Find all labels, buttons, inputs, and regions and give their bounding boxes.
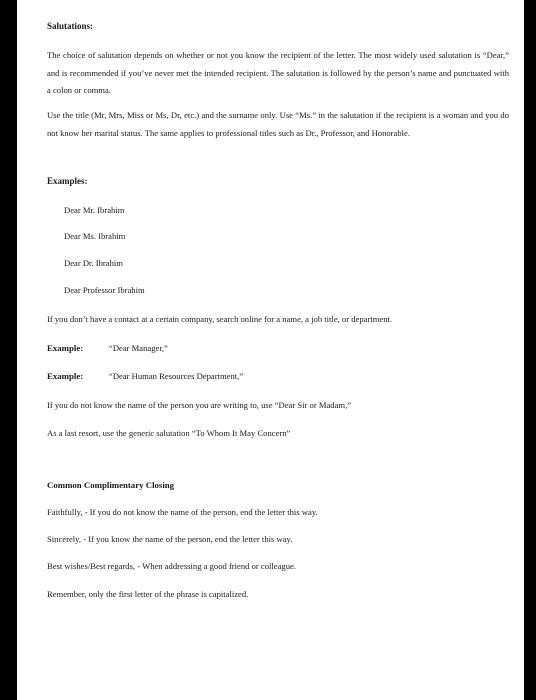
- example-item: Dear Mr. Ibrahim: [64, 205, 125, 215]
- closing-item: Best wishes/Best regards, - When addressing a good friend or colleague.: [47, 561, 296, 571]
- example-value: “Dear Manager,”: [109, 343, 168, 353]
- document-page: [17, 0, 524, 700]
- example-item: Dear Ms. Ibrahim: [64, 231, 126, 241]
- last-resort-text: As a last resort, use the generic salutation “To Whom It May Concern”: [47, 428, 291, 438]
- example-item: Dear Dr. Ibrahim: [64, 258, 123, 268]
- no-contact-text: If you don’t have a contact at a certain company, search online for a name, a job title, or department.: [47, 314, 393, 324]
- closing-item: Sincerely, - If you know the name of the person, end the letter this way.: [47, 534, 293, 544]
- unknown-name-text: If you do not know the name of the person you are writing to, use “Dear Sir or Madam,”: [47, 400, 352, 410]
- salutations-heading: Salutations:: [47, 21, 94, 31]
- paragraph-title-usage: Use the title (Mr, Mrs, Miss or Ms, Dr, etc.) and the surname only. Use “Ms.” in the salutation if the recipient is a woman and you do not know her marital status. The same applies to professional titles such as Dr., Professor, and Honorable.: [47, 110, 509, 138]
- example-value: “Dear Human Resources Department,”: [109, 371, 244, 381]
- closing-heading: Common Complimentary Closing: [47, 480, 175, 490]
- right-border: [524, 0, 536, 700]
- example-item: Dear Professor Ibrahim: [64, 285, 145, 295]
- example-label: Example:: [47, 343, 84, 353]
- left-border: [0, 0, 17, 700]
- paragraph-salutation-choice: The choice of salutation depends on whether or not you know the recipient of the letter. The most widely used salutation is “Dear,” and is recommended if you’ve never met the intended recipient. The salutation is followed by the person’s name and punctuated with a colon or comma.: [47, 50, 509, 95]
- examples-heading: Examples:: [47, 176, 88, 186]
- closing-item: Faithfully, - If you do not know the name of the person, end the letter this way.: [47, 507, 318, 517]
- closing-note: Remember, only the first letter of the phrase is capitalized.: [47, 589, 249, 599]
- example-label: Example:: [47, 371, 84, 381]
